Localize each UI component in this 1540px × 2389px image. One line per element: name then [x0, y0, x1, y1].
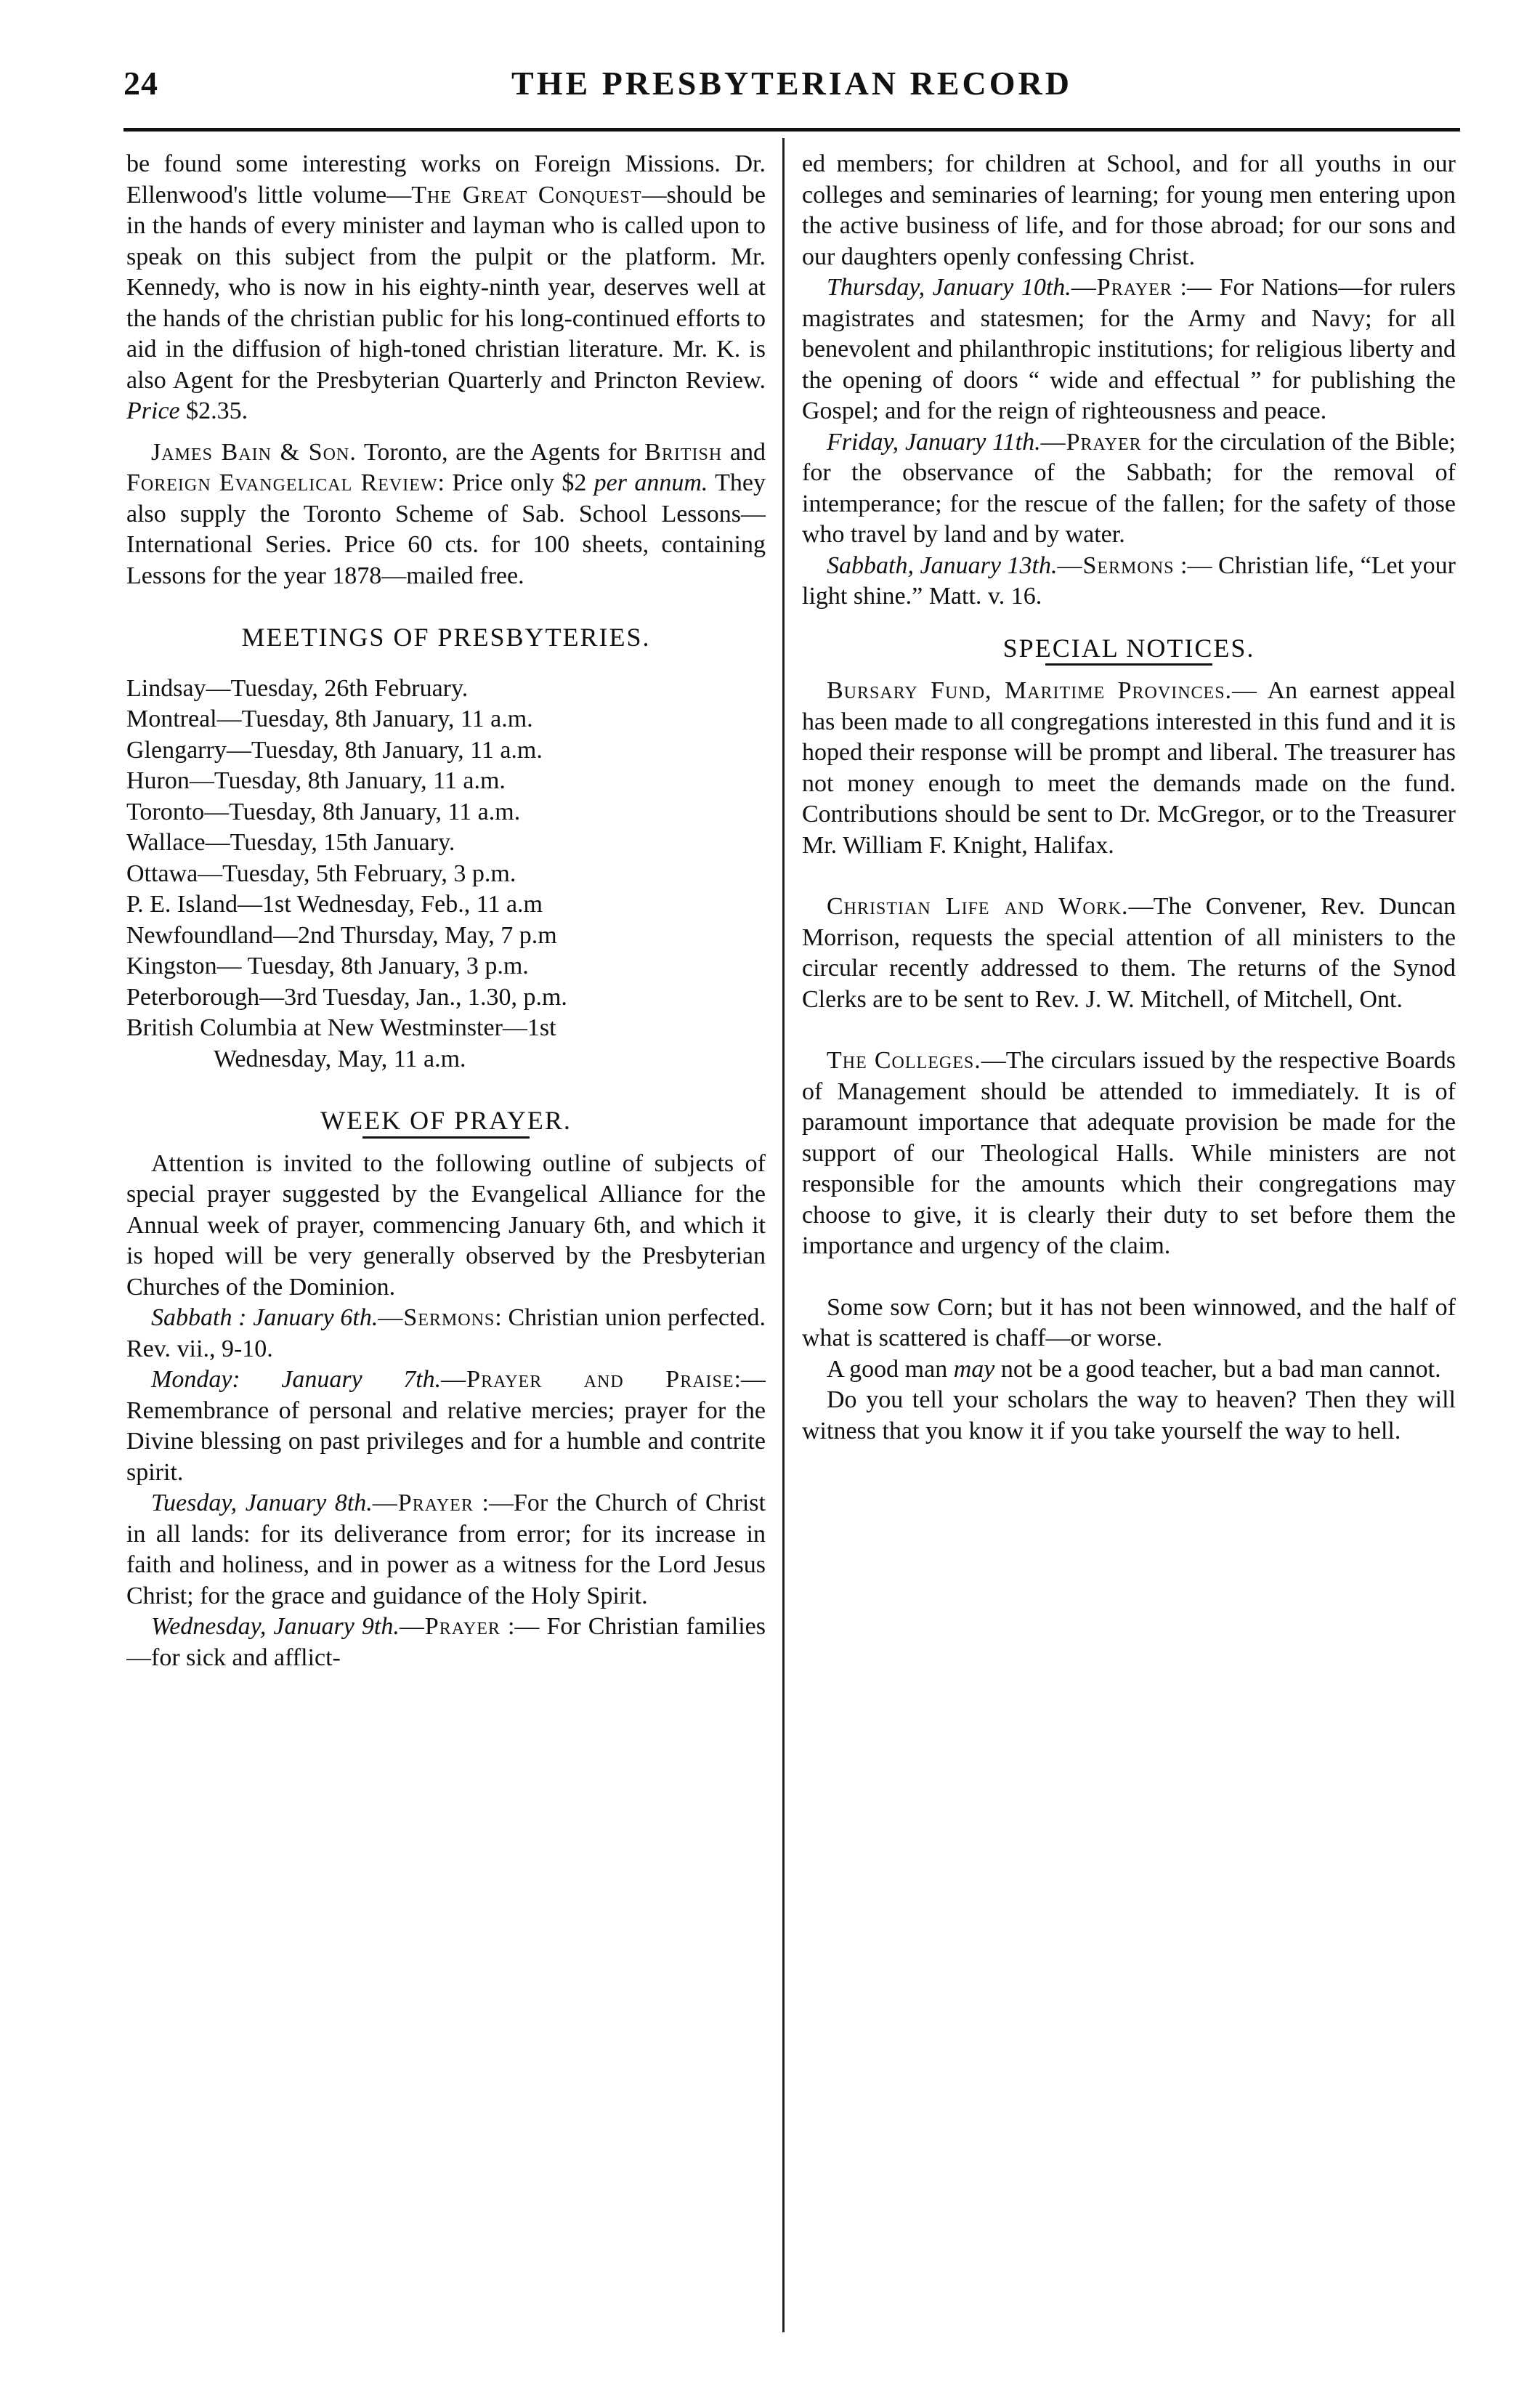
meeting-item: Kingston— Tuesday, 8th January, 3 p.m.: [126, 953, 529, 979]
day-label: Sabbath, January 13th.: [827, 551, 1058, 579]
foreign-missions-paragraph: [126, 149, 766, 427]
prayer-day-sabbath-13: [802, 551, 1456, 613]
teacher-saying: [802, 1354, 1456, 1386]
prayer-intro: Attention is invited to the following outline of subjects of special prayer suggested by the Evangelical Alliance for the Annual week of prayer, commencing January 6th, and which it is hoped will be very generally observed by the Presbyterian Churches of the Dominion.: [126, 1149, 766, 1301]
meeting-item: Montreal—Tuesday, 8th January, 11 a.m.: [126, 706, 533, 732]
meeting-item: Lindsay—Tuesday, 26th February.: [126, 674, 469, 702]
header-rule: [123, 128, 1460, 132]
special-notices-heading: SPECIAL NOTICES.: [1002, 633, 1255, 663]
intro-text: be found some interesting works on Foreign Missions. Dr. Ellenwood's little volume—: [126, 150, 766, 209]
notice-label: The Colleges.: [827, 1047, 981, 1074]
topic-text: :— For Christian families—for sick and afflict-: [126, 1613, 766, 1671]
heaven-saying: Do you tell your scholars the way to heaven? Then they will witness that you know it if you take yourself the way to hell.: [802, 1386, 1456, 1444]
week-of-prayer-heading: WEEK OF PRAYER.: [320, 1106, 572, 1135]
topic-text: :— Christian life, “Let your light shine.” Matt. v. 16.: [802, 551, 1456, 610]
topic-text: :— For Nations—for rulers magistrates and statesmen; for the Army and Navy; for all benevolent and philanthropic institutions; for religious liberty and the opening of doors “ wide and effectual ” for publishing the Gospel; and for the reign of righteousness and peace.: [802, 274, 1456, 424]
prayer-day-wednesday-cont: ed members; for children at School, and for all youths in our colleges and seminaries of learning; for young men entering upon the active business of life, and for those abroad; for our sons and our daughters openly confessing Christ.: [802, 150, 1456, 270]
colleges-notice: [802, 1046, 1456, 1262]
day-label: Sabbath : January 6th.: [151, 1304, 378, 1331]
bain-name: James Bain & Son.: [151, 438, 357, 466]
notice-label: Bursary Fund, Maritime Provinces.: [827, 677, 1233, 704]
saying-emphasis: may: [953, 1355, 995, 1383]
saying-text-cont: not be a good teacher, but a bad man cannot.: [994, 1355, 1441, 1383]
page-header: [123, 64, 1460, 115]
day-label: Wednesday, January 9th.: [151, 1613, 400, 1640]
topic-label: —Prayer: [1071, 274, 1172, 301]
meeting-item: Ottawa—Tuesday, 5th February, 3 p.m.: [126, 860, 516, 887]
meeting-item: Newfoundland—2nd Thursday, May, 7 p.m: [126, 921, 557, 949]
day-label: Friday, January 11th.: [827, 428, 1041, 456]
meeting-item: British Columbia at New Westminster—1st: [126, 1014, 556, 1041]
christian-life-notice: [802, 892, 1456, 1015]
meeting-item: Huron—Tuesday, 8th January, 11 a.m.: [126, 767, 506, 794]
bain-text: Toronto, are the Agents for: [356, 438, 645, 466]
meeting-item: Peterborough—3rd Tuesday, Jan., 1.30, p.m.: [126, 983, 567, 1011]
topic-text: : Christian union perfected. Rev. vii., 9-10.: [126, 1304, 766, 1362]
prayer-day-wednesday: [126, 1612, 766, 1673]
meeting-item: Toronto—Tuesday, 8th January, 11 a.m.: [126, 798, 521, 825]
prayer-day-sabbath-6: [126, 1303, 766, 1365]
day-label: Tuesday, January 8th.: [151, 1489, 373, 1516]
topic-label: —Sermons: [378, 1304, 495, 1331]
prayer-day-monday: [126, 1365, 766, 1488]
price-label: Price: [126, 397, 180, 424]
topic-label: —Prayer: [372, 1489, 474, 1516]
running-title: THE PRESBYTERIAN RECORD: [511, 65, 1072, 102]
meeting-item: P. E. Island—1st Wednesday, Feb., 11 a.m: [126, 891, 543, 918]
bain-text-cont: They also supply the Toronto Scheme of Sab. School Lessons—International Series. Price 60 cts. for 100 sheets, containing Lessons for the year 1878—mailed free.: [126, 469, 766, 589]
topic-label: —Prayer: [1040, 428, 1142, 456]
meeting-item: Glengarry—Tuesday, 8th January, 11 a.m.: [126, 736, 543, 764]
per-annum: per annum.: [593, 469, 708, 496]
notice-text: —The circulars issued by the respective Boards of Management should be attended to immediately. It is of paramount importance that adequate provision be made for the support of our Theological Halls. While ministers are not responsible for the amounts which their congregations may choose to give, it is clearly their duty to set before them the importance and urgency of the claim.: [802, 1047, 1456, 1259]
day-label: Monday: January 7th.: [151, 1366, 442, 1393]
review-price: : Price only $2: [437, 469, 594, 496]
notice-text: — An earnest appeal has been made to all congregations interested in this fund and it is hoped their response will be prompt and liberal. The treasurer has not money enough to meet the demands made on the fund. Contributions should be sent to Dr. McGregor, or to the Treasurer Mr. William F. Knight, Halifax.: [802, 677, 1456, 859]
meetings-heading: MEETINGS OF PRESBYTERIES.: [241, 623, 651, 652]
prayer-day-friday: [802, 427, 1456, 551]
bain-and: and: [722, 438, 766, 466]
topic-label: —Prayer and Praise: [441, 1366, 734, 1393]
saying-text: A good man: [827, 1355, 954, 1383]
column-divider: [782, 138, 785, 2332]
prayer-day-thursday: [802, 272, 1456, 427]
book-title-great-conquest: The Great Conquest: [411, 181, 642, 209]
left-column: [126, 149, 766, 2372]
topic-label: —Prayer: [399, 1613, 500, 1640]
bursary-fund-notice: [802, 676, 1456, 861]
notice-text: —The Convener, Rev. Duncan Morrison, requests the special attention of all ministers to the circular recently addressed to them. The returns of the Synod Clerks are to be sent to Rev. J. W. Mitchell, of Mitchell, Ont.: [802, 893, 1456, 1013]
topic-text: for the circulation of the Bible; for the observance of the Sabbath; for the removal of intemperance; for the rescue of the fallen; for the safety of those who travel by land and by water.: [802, 428, 1456, 548]
right-column: [802, 149, 1456, 2372]
meeting-item: Wallace—Tuesday, 15th January.: [126, 829, 455, 856]
bain-paragraph: [126, 437, 766, 592]
notice-label: Christian Life and Work.: [827, 893, 1129, 920]
review-title: Foreign Evangelical Review: [126, 469, 438, 496]
topic-text: :—For the Church of Christ in all lands: for its deliverance from error; for its increase in faith and holiness, and in power as a witness for the Lord Jesus Christ; for the grace and guidance of the Holy Spirit.: [126, 1489, 766, 1609]
price-value: $2.35.: [179, 397, 248, 424]
corn-saying: Some sow Corn; but it has not been winnowed, and the half of what is scattered is chaff—or worse.: [802, 1293, 1456, 1351]
meeting-item-continued: Wednesday, May, 11 a.m.: [214, 1045, 466, 1072]
british-label: British: [644, 438, 723, 466]
page-number: 24: [123, 65, 158, 102]
topic-text: :—Remembrance of personal and relative mercies; prayer for the Divine blessing on past privileges and for a humble and contrite spirit.: [126, 1366, 766, 1486]
topic-label: —Sermons: [1057, 551, 1175, 579]
prayer-day-tuesday: [126, 1488, 766, 1612]
meetings-list: [126, 674, 766, 1075]
intro-text-cont: —should be in the hands of every minister and layman who is called upon to speak on this subject from the pulpit or the platform. Mr. Kennedy, who is now in his eighty-ninth year, deserves well at the hands of the christian public for his long-continued efforts to aid in the diffusion of high-toned christian literature. Mr. K. is also Agent for the Presbyterian Quarterly and Princton Review.: [126, 181, 766, 394]
day-label: Thursday, January 10th.: [827, 274, 1071, 301]
